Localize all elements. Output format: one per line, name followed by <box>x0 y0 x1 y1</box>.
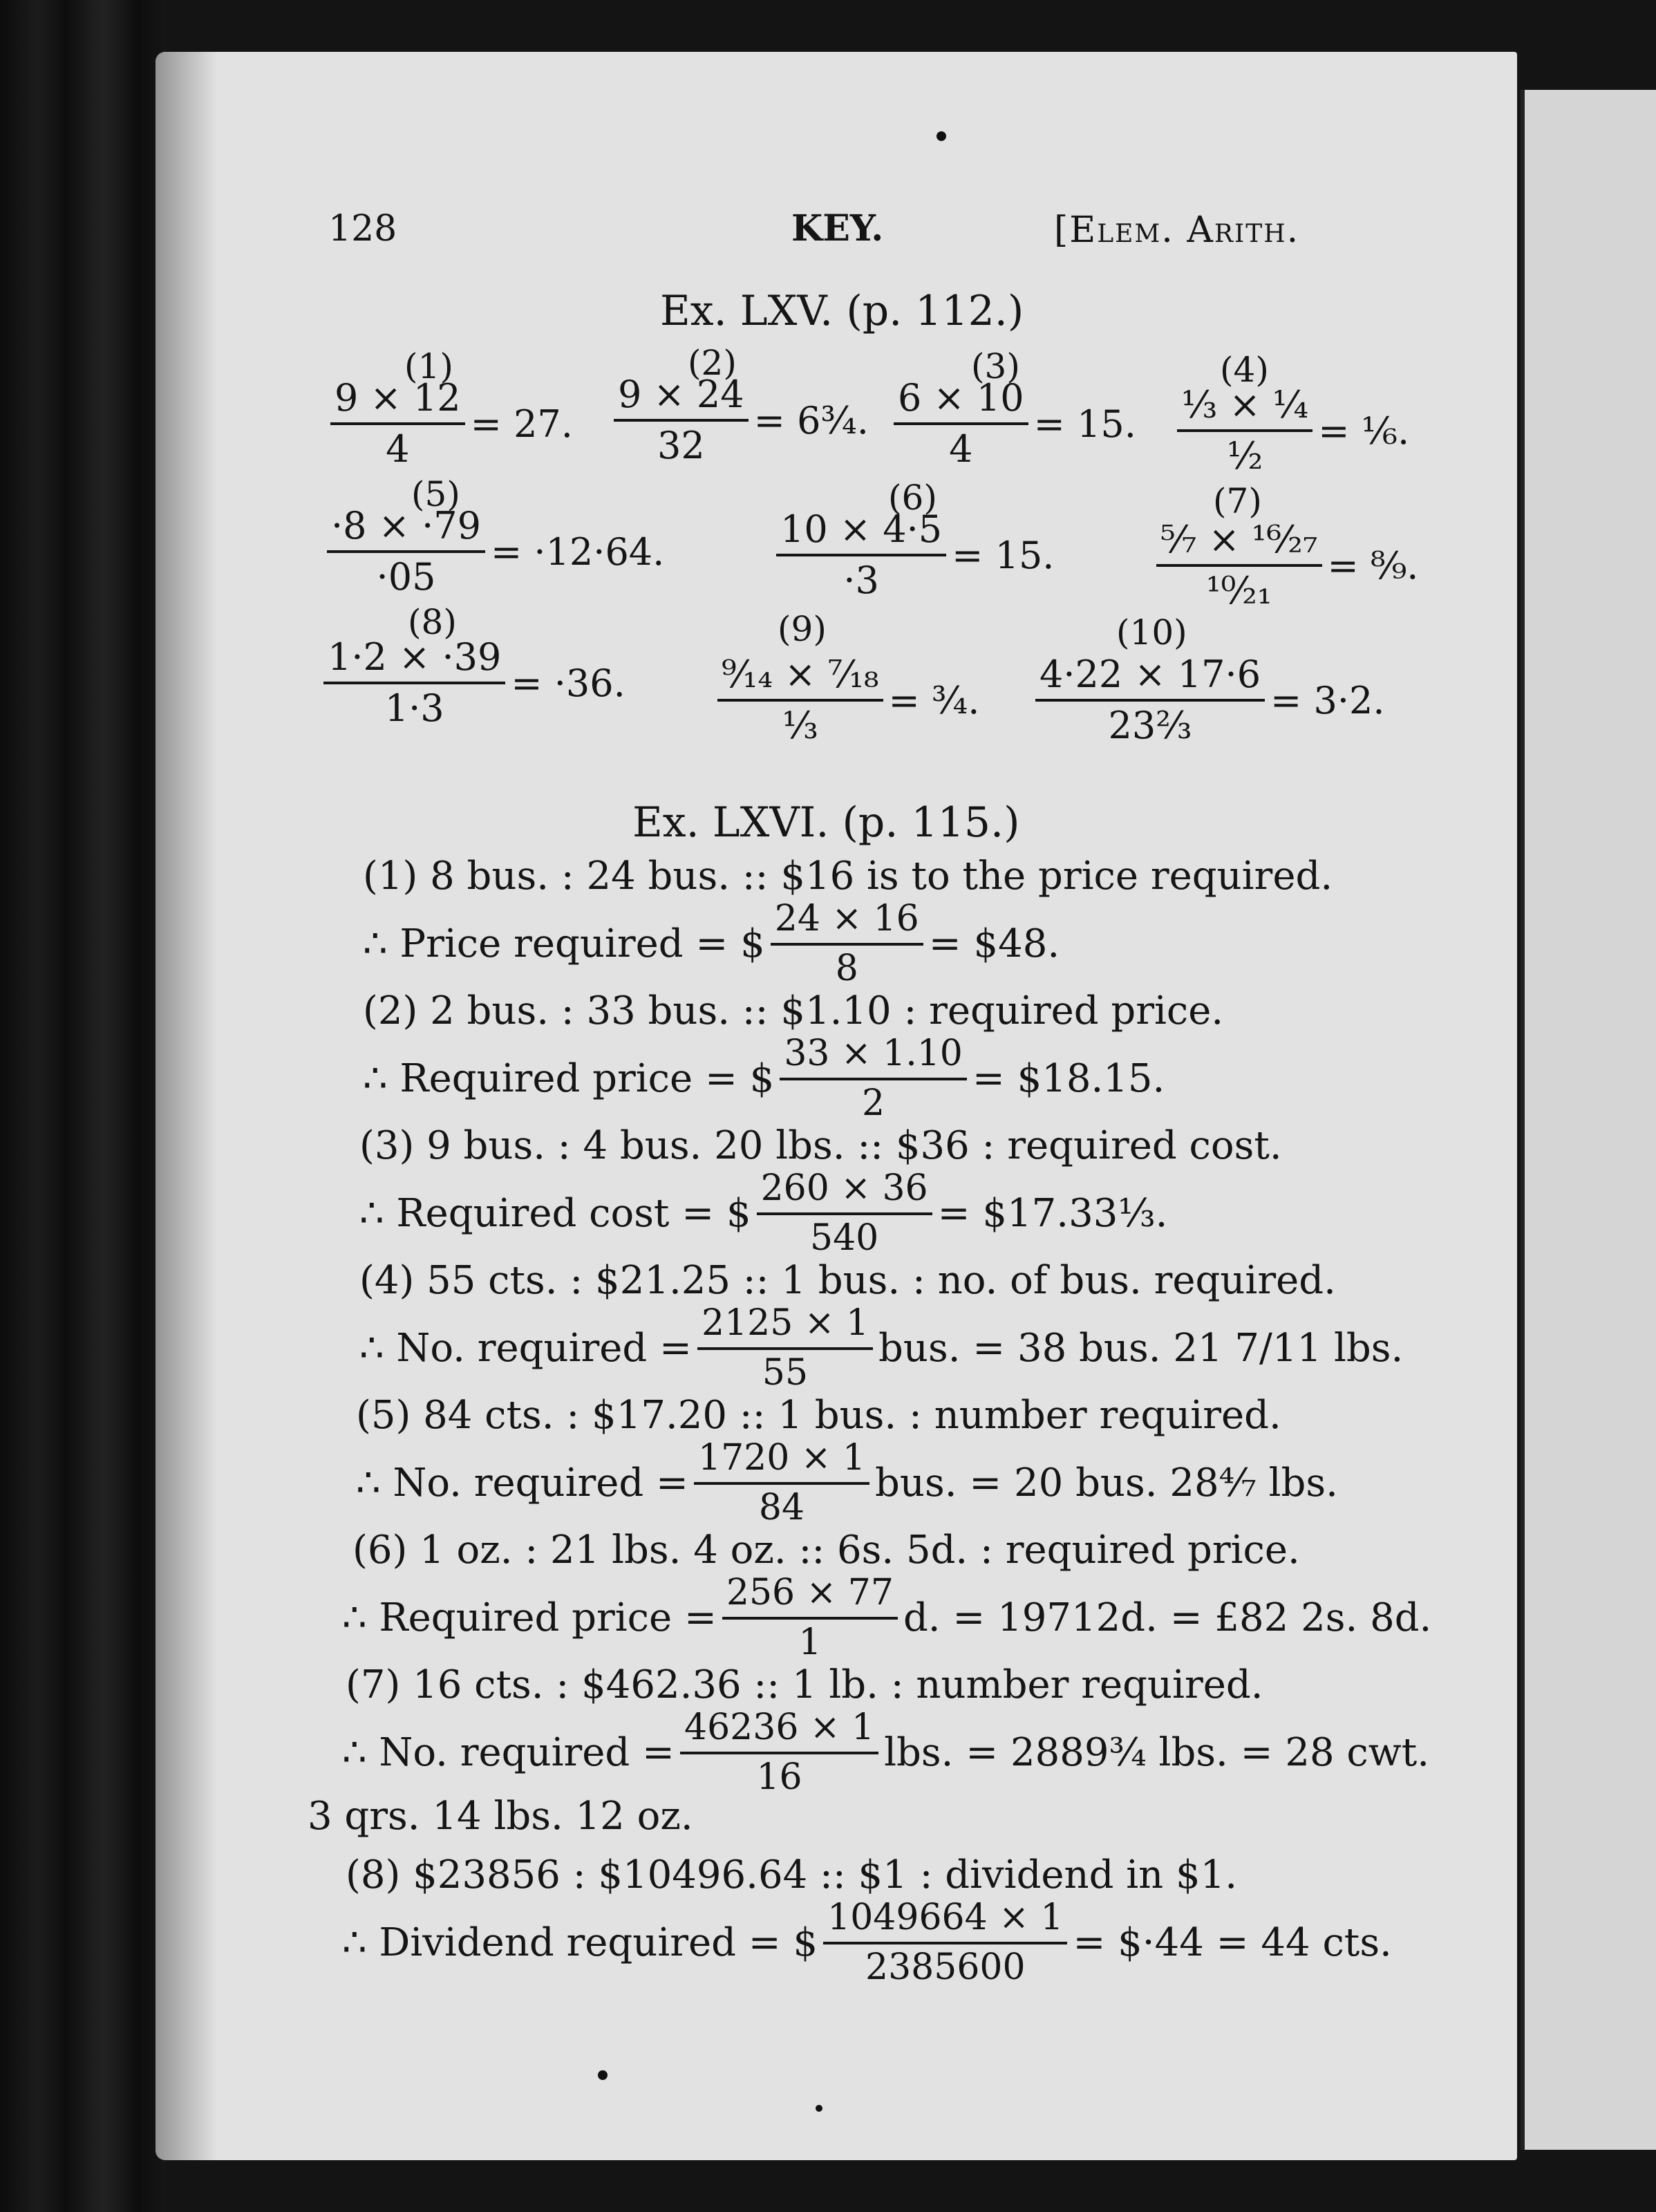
result: = 27. <box>470 402 573 446</box>
numerator: 9 × 12 <box>330 377 465 425</box>
ex65-item-4: ⅓ × ¼ ½ = ⅙. <box>1172 384 1409 478</box>
ex65-item-9: ⁹⁄₁₄ × ⁷⁄₁₈ ⅓ = ¾. <box>712 653 979 747</box>
book-spine <box>0 0 166 2212</box>
ex66-line-9: (5) 84 cts. : $17.20 :: 1 bus. : number required. <box>356 1393 1281 1438</box>
ex66-line-12: ∴ Required price = $\frac{256 \times 77}{1}$ d. = 19712d. = £82 2s. 8d. <box>342 1572 1432 1663</box>
ex65-item-7: ⁵⁄₇ × ¹⁶⁄₂₇ ¹⁰⁄₂₁ = ⁸⁄₉. <box>1151 518 1418 612</box>
ex66-line-1: (1) 8 bus. : 24 bus. :: $16 is to the price required. <box>363 854 1333 899</box>
print-speck <box>816 2105 822 2112</box>
ex65-label-10: (10) <box>1116 612 1187 653</box>
book-page <box>156 52 1517 2160</box>
ex66-line-15: 3 qrs. 14 lbs. 12 oz. <box>308 1794 693 1839</box>
ex65-item-2: $\frac{9 \times 24}{32}$ = 6¾. <box>608 373 869 467</box>
page-title: KEY. <box>791 207 884 250</box>
facing-page-edge <box>1521 90 1656 2150</box>
ex66-line-10: ∴ No. required = $\frac{1720 \times 1}{84}$ bus. = 20 bus. 28⁴⁄₇ lbs. <box>356 1437 1338 1528</box>
ex65-item-1 <box>325 377 573 471</box>
ex66-line-3: (2) 2 bus. : 33 bus. :: $1.10 : required price. <box>363 988 1224 1033</box>
ex65-item-10: $\frac{4\cdot 22 \times 17\cdot 6}{\text{23⅔}}$ = 3·2. <box>1030 653 1385 747</box>
ex65-item-5: $\frac{\cdot 8 \times \cdot 79}{\cdot 05}$ = ·12·64. <box>321 505 664 599</box>
section-heading-ex66: Ex. LXVI. (p. 115.) <box>632 798 1020 847</box>
ex65-label-5: (5) <box>411 474 460 514</box>
ex66-line-14: ∴ No. required = $\frac{46236 \times 1}{16}$ lbs. = 2889¾ lbs. = 28 cwt. <box>342 1707 1430 1798</box>
page-number: 128 <box>328 208 397 250</box>
ex66-line-6: ∴ Required cost = $ $\frac{260 \times 36}{540}$ = $17.33⅓. <box>359 1168 1168 1259</box>
ex66-line-8: ∴ No. required = $\frac{2125 \times 1}{55}$ bus. = 38 bus. 21 7/11 lbs. <box>359 1302 1404 1394</box>
ex66-line-7: (4) 55 cts. : $21.25 :: 1 bus. : no. of bus. required. <box>359 1258 1336 1303</box>
ex66-line-16: (8) $23856 : $10496.64 :: $1 : dividend in $1. <box>346 1853 1238 1897</box>
ex66-line-4: ∴ Required price = $ $\frac{33 \times 1.10}{2}$ = $18.15. <box>363 1033 1165 1124</box>
ex65-item-8: $\frac{1\cdot 2 \times \cdot 39}{1\cdot 3}$ = ·36. <box>318 636 625 730</box>
ex65-item-3: $\frac{6 \times 10}{4}$ = 15. <box>888 377 1136 471</box>
ex65-label-7: (7) <box>1213 481 1262 521</box>
ex65-label-4: (4) <box>1220 350 1269 390</box>
print-speck <box>598 2070 608 2080</box>
denominator: 4 <box>386 427 410 471</box>
ex65-item-6: $\frac{10 \times 4\cdot 5}{\cdot 3}$ = 15. <box>771 508 1054 602</box>
ex65-label-8: (8) <box>408 602 457 642</box>
ex66-line-2: ∴ Price required = $ $\frac{24 \times 16}{8}$ = $48. <box>363 898 1060 989</box>
ex65-label-1: (1) <box>404 346 453 386</box>
print-speck <box>937 131 946 141</box>
ex66-line-5: (3) 9 bus. : 4 bus. 20 lbs. :: $36 : required cost. <box>359 1123 1282 1168</box>
ex65-label-2: (2) <box>688 343 737 383</box>
ex65-label-3: (3) <box>971 346 1020 386</box>
ex66-line-13: (7) 16 cts. : $462.36 :: 1 lb. : number required. <box>346 1662 1263 1707</box>
book-title: [Elem. Arith. <box>1054 209 1300 251</box>
ex65-label-9: (9) <box>778 609 827 649</box>
ex66-line-11: (6) 1 oz. : 21 lbs. 4 oz. :: 6s. 5d. : required price. <box>352 1528 1300 1573</box>
section-heading-ex65: Ex. LXV. (p. 112.) <box>660 287 1024 335</box>
ex65-label-6: (6) <box>888 478 937 518</box>
ex66-line-17: ∴ Dividend required = $ $\frac{1049664 \times 1}{2385600}$ = $·44 = 44 cts. <box>342 1897 1392 1988</box>
